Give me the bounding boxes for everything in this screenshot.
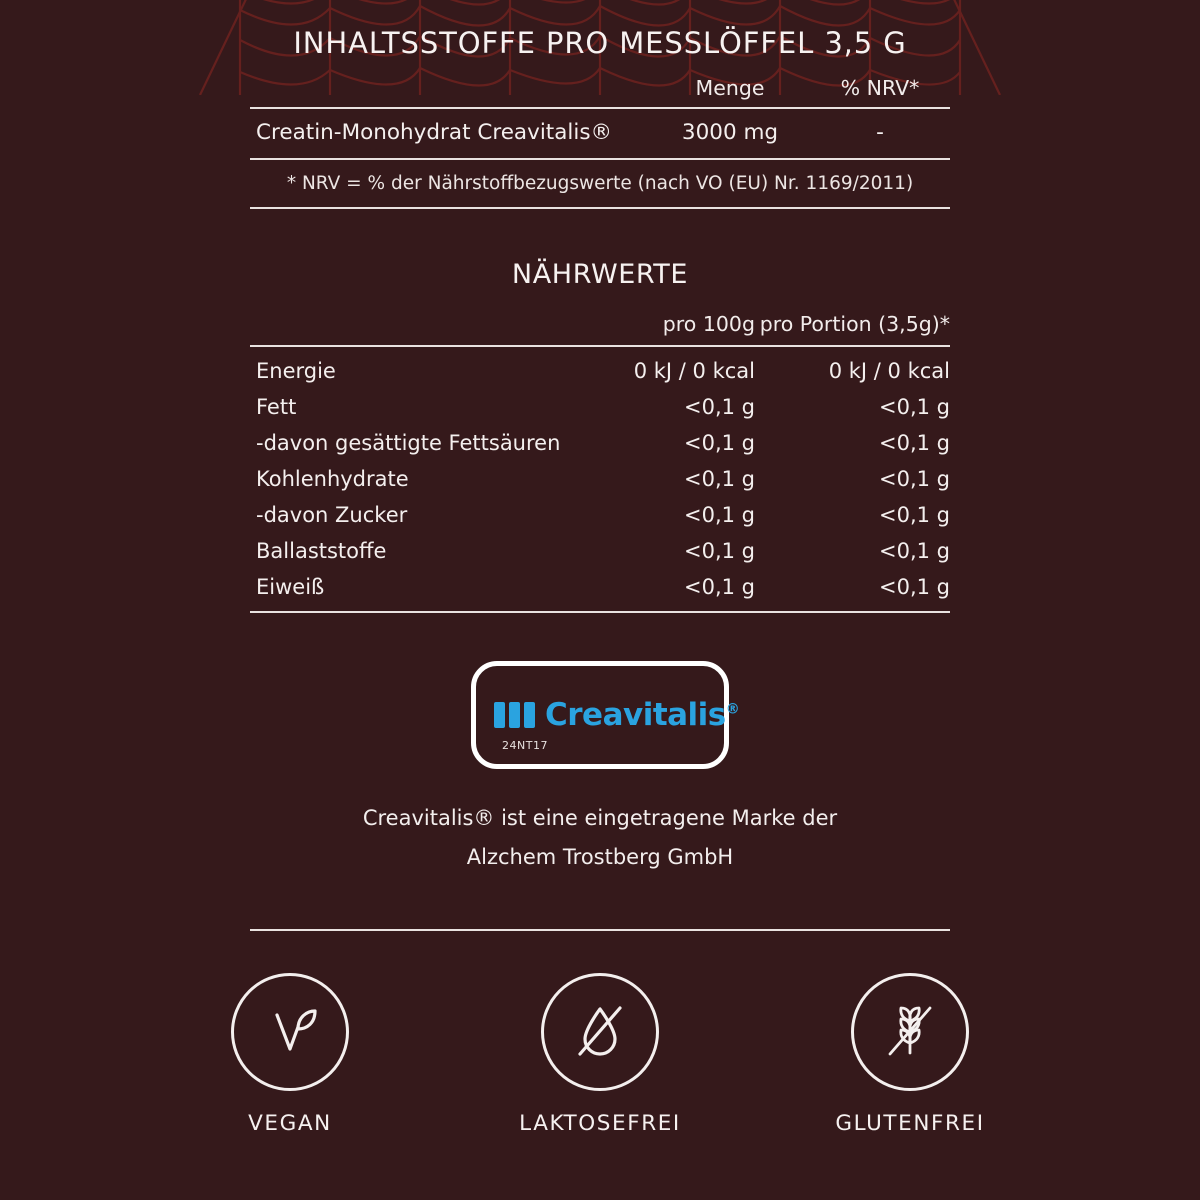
nrv-footnote: * NRV = % der Nährstoffbezugswerte (nach VO (EU) Nr. 1169/2011) — [286, 173, 914, 194]
section-divider — [250, 929, 950, 931]
ingredients-table-wrapper — [250, 60, 950, 209]
claims-row — [0, 973, 1200, 1136]
table-row — [250, 346, 950, 389]
ingredients-header-nrv: % NRV* — [840, 76, 920, 100]
nutrition-portion: <0,1 g — [879, 575, 950, 599]
nutrition-header-per100: pro 100g — [662, 312, 755, 336]
nutrition-label: Eiweiß — [256, 575, 325, 599]
nutrition-label: Fett — [256, 395, 297, 419]
nutrition-portion: 0 kJ / 0 kcal — [828, 359, 950, 383]
nutrition-per100: <0,1 g — [684, 395, 755, 419]
table-row — [250, 497, 950, 533]
creavitalis-brand-text: Creavitalis — [545, 697, 726, 733]
claim-label-lactose-free: LAKTOSEFREI — [519, 1110, 681, 1136]
nutrition-portion: <0,1 g — [879, 431, 950, 455]
nutrition-portion: <0,1 g — [879, 539, 950, 563]
nutrition-title: NÄHRWERTE — [511, 259, 689, 290]
nutrition-header-portion: pro Portion (3,5g)* — [759, 312, 950, 336]
creavitalis-badge-area — [0, 661, 1200, 769]
ingredient-amount: 3000 mg — [681, 120, 779, 145]
table-row — [250, 569, 950, 612]
creavitalis-badge — [471, 661, 740, 769]
nutrition-label: Kohlenhydrate — [256, 467, 409, 491]
ingredient-name: Creatin-Monohydrat Creavitalis® — [256, 120, 613, 145]
ingredients-header-spacer — [250, 60, 650, 108]
ingredients-table — [250, 60, 950, 209]
creavitalis-batch-code: 24NT17 — [502, 739, 548, 752]
claim-lactose-free — [505, 973, 695, 1136]
ingredients-header-row — [250, 60, 950, 108]
nutrition-label: Energie — [256, 359, 336, 383]
table-row — [250, 425, 950, 461]
creavitalis-bars-icon — [494, 702, 535, 728]
lactose-free-drop-icon — [541, 973, 659, 1091]
trademark-caption-line1: Creavitalis® ist eine eingetragene Marke der — [362, 806, 838, 830]
nrv-footnote-row — [250, 159, 950, 208]
ingredient-nrv: - — [876, 120, 884, 145]
creavitalis-wordmark — [545, 697, 739, 733]
nutrition-per100: <0,1 g — [684, 431, 755, 455]
nutrition-header-row — [250, 308, 950, 346]
claim-gluten-free — [815, 973, 1005, 1136]
nutrition-per100: <0,1 g — [684, 467, 755, 491]
registered-mark: ® — [725, 701, 740, 718]
vegan-leaf-icon — [231, 973, 349, 1091]
nutrition-header-spacer — [250, 308, 580, 346]
creavitalis-trademark-caption — [0, 799, 1200, 877]
nutrition-per100: 0 kJ / 0 kcal — [633, 359, 755, 383]
table-row — [250, 461, 950, 497]
claim-label-gluten-free: GLUTENFREI — [835, 1110, 985, 1136]
nutrition-portion: <0,1 g — [879, 503, 950, 527]
nutrition-per100: <0,1 g — [684, 503, 755, 527]
table-row — [250, 533, 950, 569]
ingredients-header-amount: Menge — [695, 76, 765, 100]
nutrition-portion: <0,1 g — [879, 395, 950, 419]
nutrition-label: -davon Zucker — [256, 503, 408, 527]
nutrition-label: -davon gesättigte Fettsäuren — [256, 431, 561, 455]
nutrition-label: Ballaststoffe — [256, 539, 387, 563]
claim-vegan — [195, 973, 385, 1136]
trademark-caption-line2: Alzchem Trostberg GmbH — [466, 844, 734, 869]
nutrition-per100: <0,1 g — [684, 539, 755, 563]
ingredients-title: INHALTSSTOFFE PRO MESSLÖFFEL 3,5 G — [293, 26, 907, 60]
nutrition-portion: <0,1 g — [879, 467, 950, 491]
claim-label-vegan: VEGAN — [248, 1110, 332, 1136]
nutrition-table — [250, 308, 950, 613]
creavitalis-badge-inner — [494, 697, 739, 733]
nutrition-per100: <0,1 g — [684, 575, 755, 599]
table-row — [250, 389, 950, 425]
nutrition-table-wrapper — [250, 308, 950, 613]
table-row — [250, 108, 950, 159]
gluten-free-wheat-icon — [851, 973, 969, 1091]
